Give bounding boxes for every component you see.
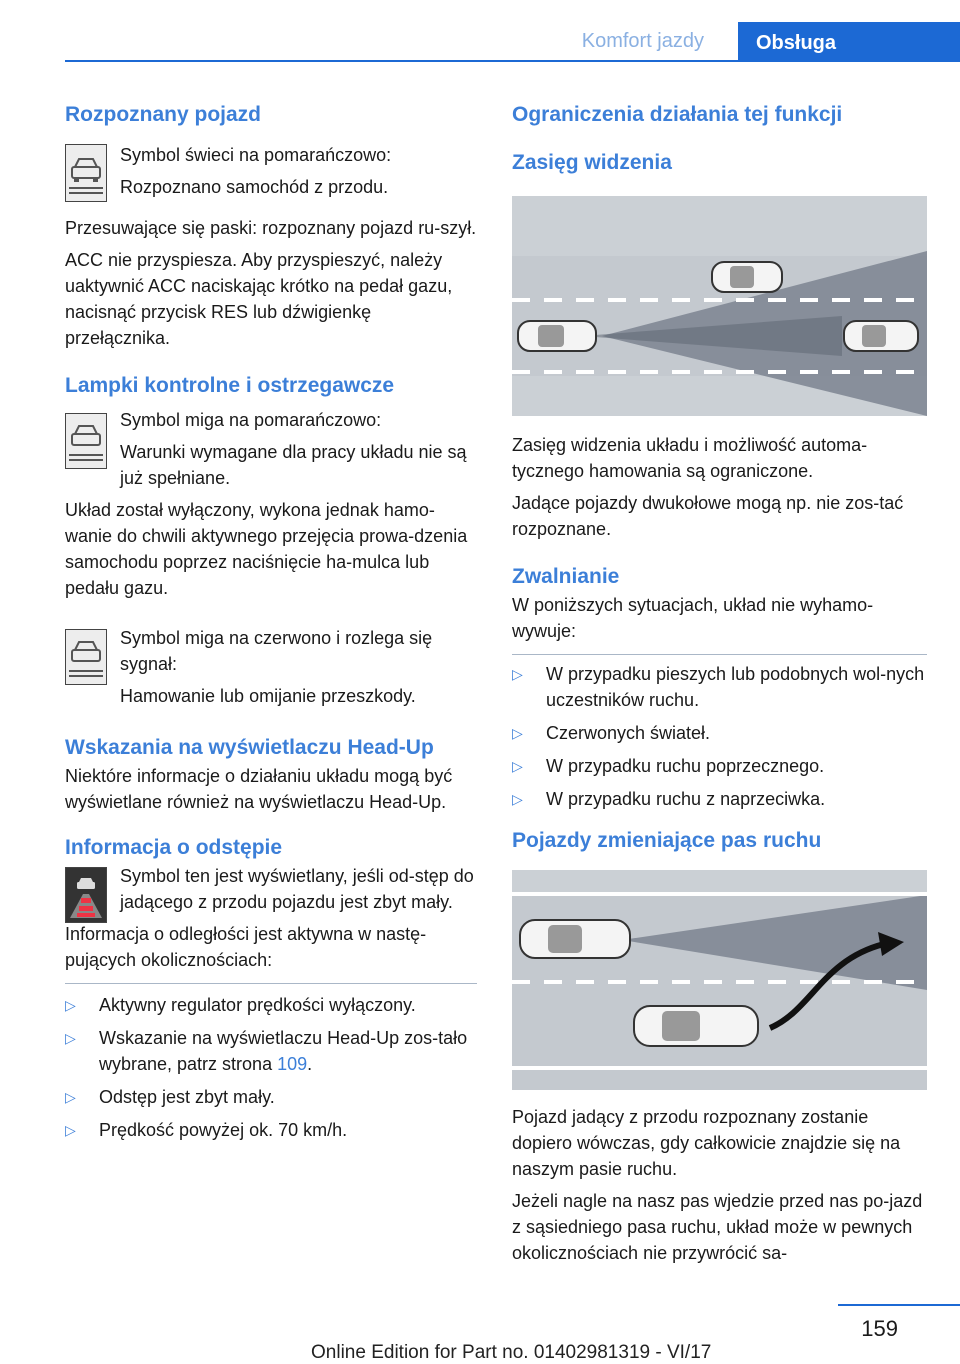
figure-lane-change — [512, 870, 927, 1090]
header-rule — [65, 60, 960, 62]
list-item: ▷ Prędkość powyżej ok. 70 km/h. — [65, 1117, 477, 1143]
lamp2-line1: Symbol miga na czerwono i rozlega się sygnał: — [120, 628, 433, 674]
left-column — [65, 100, 477, 1150]
separator — [65, 983, 477, 984]
lamp1-line1: Symbol miga na pomarańczowo: — [120, 410, 382, 430]
triangle-bullet-icon: ▷ — [65, 1030, 76, 1046]
lamp2-line2: Hamowanie lub omijanie przeszkody. — [120, 686, 416, 706]
page-link[interactable]: 109 — [277, 1054, 308, 1074]
figure-range-of-vision — [512, 196, 927, 416]
paragraph-headup: Niektóre informacje o działaniu układu mogą być wyświetlane również na wyświetlaczu Head-Up. — [65, 766, 453, 812]
triangle-bullet-icon: ▷ — [512, 758, 523, 774]
triangle-bullet-icon: ▷ — [512, 666, 523, 682]
active-tab[interactable]: Obsługa — [738, 22, 960, 62]
separator — [512, 654, 927, 655]
rozp-line2: Rozpoznano samochód z przodu. — [120, 177, 389, 197]
list-item: ▷ Wskazanie na wyświetlaczu Head-Up zos-tało wybrane, patrz strona 109. — [65, 1025, 477, 1077]
list-item: ▷ W przypadku pieszych lub podobnych wol-nych uczestników ruchu. — [512, 661, 927, 713]
triangle-bullet-icon: ▷ — [65, 1122, 76, 1138]
section-tab[interactable]: Komfort jazdy — [581, 30, 704, 52]
braking-exceptions-list — [512, 661, 927, 812]
paragraph-acc: ACC nie przyspiesza. Aby przyspieszyć, należy uaktywnić ACC naciskając krótko na pedał gazu, nacisnąć przycisk RES lub dźwigienkę przełącznika. — [65, 250, 453, 348]
triangle-bullet-icon: ▷ — [65, 1089, 76, 1105]
car-detected-icon — [65, 144, 107, 202]
rozp-line1: Symbol świeci na pomarańczowo: — [120, 145, 392, 165]
icon-row-lamp2 — [65, 625, 477, 709]
footer-rule — [838, 1304, 960, 1306]
heading-odstep: Informacja o odstępie — [65, 836, 283, 859]
list-item: ▷ Odstęp jest zbyt mały. — [65, 1084, 477, 1110]
heading-zasieg: Zasięg widzenia — [512, 151, 672, 174]
paragraph-pojazdy1: Pojazd jadący z przodu rozpoznany zostanie dopiero wówczas, gdy całkowicie znajdzie się na naszym pasie ruchu. — [512, 1107, 901, 1179]
list-item: ▷ Czerwonych świateł. — [512, 720, 927, 746]
triangle-bullet-icon: ▷ — [512, 725, 523, 741]
right-column — [512, 100, 927, 1266]
paragraph-paski: Przesuwające się paski: rozpoznany pojazd ru-szył. — [65, 218, 477, 238]
heading-pojazdy: Pojazdy zmieniające pas ruchu — [512, 829, 822, 852]
icon-row-rozpoznany — [65, 142, 477, 200]
paragraph-info: Informacja o odległości jest aktywna w nastę-pujących okolicznościach: — [65, 924, 427, 970]
triangle-bullet-icon: ▷ — [512, 791, 523, 807]
paragraph-zwalnianie: W poniższych sytuacjach, układ nie wyhamo-wywuje: — [512, 595, 874, 641]
car-alarm-icon — [65, 629, 107, 685]
heading-zwalnianie: Zwalnianie — [512, 565, 620, 588]
paragraph-zasieg1: Zasięg widzenia układu i możliwość automa-tycznego hamowania są ograniczone. — [512, 435, 868, 481]
paragraph-uklad: Układ został wyłączony, wykona jednak hamo-wanie do chwili aktywnego przejęcia prowa-dzenia samochodu poprzez naciśnięcie ha-mulca lub pedału gazu. — [65, 500, 468, 598]
conditions-list — [65, 992, 477, 1143]
triangle-bullet-icon: ▷ — [65, 997, 76, 1013]
icon-row-lamp1 — [65, 407, 477, 491]
odstep-text: Symbol ten jest wyświetlany, jeśli od-stęp do jadącego z przodu pojazdu jest zbyt mały. — [120, 866, 474, 912]
edition-note: Online Edition for Part no. 01402981319 - VI/17 — [311, 1342, 712, 1363]
list-item: ▷ W przypadku ruchu poprzecznego. — [512, 753, 927, 779]
heading-ograniczenia: Ograniczenia działania tej funkcji — [512, 103, 843, 126]
page-header — [0, 0, 960, 62]
paragraph-zasieg2: Jadące pojazdy dwukołowe mogą np. nie zos-tać rozpoznane. — [512, 493, 904, 539]
heading-lampki: Lampki kontrolne i ostrzegawcze — [65, 374, 395, 397]
list-item: ▷ W przypadku ruchu z naprzeciwka. — [512, 786, 927, 812]
heading-headup: Wskazania na wyświetlaczu Head-Up — [65, 736, 434, 759]
lamp1-line2: Warunki wymagane dla pracy układu nie są już spełniane. — [120, 442, 467, 488]
page-number: 159 — [861, 1316, 898, 1341]
car-warning-icon — [65, 413, 107, 469]
distance-warning-icon — [65, 867, 107, 923]
list-item: ▷ Aktywny regulator prędkości wyłączony. — [65, 992, 477, 1018]
heading-rozpoznany: Rozpoznany pojazd — [65, 103, 261, 126]
paragraph-pojazdy2: Jeżeli nagle na nasz pas wjedzie przed nas po-jazd z sąsiedniego pasa ruchu, układ może w pewnych okolicznościach nie przywrócić sa- — [512, 1191, 923, 1263]
icon-row-odstep — [65, 863, 477, 915]
